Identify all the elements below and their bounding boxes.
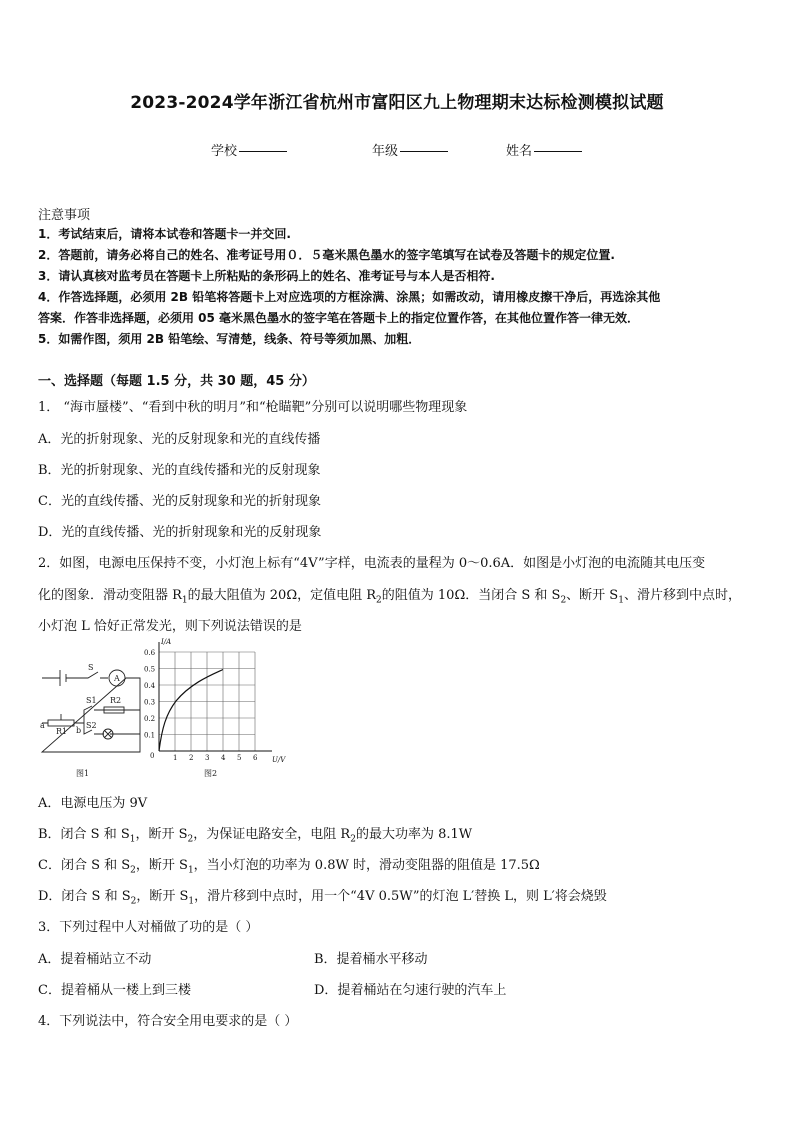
question-2-figure xyxy=(36,636,286,782)
y-axis-label: I/A xyxy=(161,638,172,646)
x-tick: 3 xyxy=(205,754,210,762)
q1-option-d: D．光的直线传播、光的折射现象和光的反射现象 xyxy=(38,525,322,540)
question-4-stem: 4．下列说法中，符合安全用电要求的是（ ） xyxy=(38,1014,298,1029)
note-item: 1．考试结束后，请将本试卷和答题卡一并交回. xyxy=(38,227,291,241)
label-s: S xyxy=(88,663,94,672)
page-title: 2023-2024学年浙江省杭州市富阳区九上物理期末达标检测模拟试题 xyxy=(130,93,664,113)
q3-option-d: D．提着桶站在匀速行驶的汽车上 xyxy=(314,983,507,998)
q1-option-b: B．光的折射现象、光的直线传播和光的反射现象 xyxy=(38,463,321,478)
figure-1-label: 图1 xyxy=(76,769,90,778)
label-b-end: b xyxy=(76,726,82,735)
y-tick: 0.6 xyxy=(144,649,156,657)
x-tick: 4 xyxy=(221,754,226,762)
school-blank xyxy=(239,151,287,152)
y-tick: 0.2 xyxy=(144,715,156,723)
figure-2-label: 图2 xyxy=(204,769,218,778)
label-r1: R1 xyxy=(56,727,68,736)
q2-option-b: B．闭合 S 和 $S_1$，断开 $S_2$，为保证电路安全，电阻 $R_2$的最大功率为 8.1W xyxy=(38,827,473,845)
x-axis-label: U/V xyxy=(272,756,286,764)
label-s2: S2 xyxy=(86,721,97,730)
label-ammeter: A xyxy=(114,674,120,683)
label-s1: S1 xyxy=(86,696,97,705)
x-tick: 1 xyxy=(173,754,178,762)
circuit-diagram xyxy=(42,670,140,752)
x-tick: 6 xyxy=(253,754,258,762)
notes-heading: 注意事项 xyxy=(38,208,91,223)
y-tick: 0.4 xyxy=(144,682,156,690)
label-a-end: a xyxy=(40,721,45,730)
question-2-line-3: 小灯泡 L 恰好正常发光，则下列说法错误的是 xyxy=(38,619,302,634)
question-1-stem: 1． “海市蜃楼”、“看到中秋的明月”和“枪瞄靶”分别可以说明哪些物理现象 xyxy=(38,400,468,415)
q1-option-a: A．光的折射现象、光的反射现象和光的直线传播 xyxy=(38,432,321,447)
q3-option-a: A．提着桶站立不动 xyxy=(38,952,152,967)
name-field xyxy=(506,140,582,159)
name-blank xyxy=(534,151,582,152)
q2-option-d: D．闭合 S 和 $S_2$，断开 $S_1$，滑片移到中点时，用一个“4V 0.5W”的灯泡 L′替换 L，则 L′将会烧毁 xyxy=(38,889,607,907)
y-tick: 0.5 xyxy=(144,665,156,674)
note-item: 5．如需作图，须用 2B 铅笔绘、写清楚，线条、符号等须加黑、加粗． xyxy=(38,332,421,346)
grade-blank xyxy=(400,151,448,152)
label-r2: R2 xyxy=(110,696,122,705)
note-item: 答案．作答非选择题，必须用 05 毫米黑色墨水的签字笔在答题卡上的指定位置作答，在其他位置作答一律无效． xyxy=(38,311,640,325)
section-heading: 一、选择题（每题 1.5 分，共 30 题，45 分） xyxy=(38,374,315,389)
school-field xyxy=(211,140,287,159)
note-item: 2．答题前，请务必将自己的姓名、准考证号用０．５毫米黑色墨水的签字笔填写在试卷及答题卡的规定位置. xyxy=(38,248,615,262)
note-item: 3．请认真核对监考员在答题卡上所粘贴的条形码上的姓名、准考证号与本人是否相符. xyxy=(38,269,495,283)
school-label: 学校 xyxy=(211,144,238,159)
name-label: 姓名 xyxy=(506,144,533,159)
iu-graph xyxy=(144,638,286,764)
question-2-line-1: 2．如图，电源电压保持不变，小灯泡上标有“4V”字样，电流表的量程为 0～0.6A．如图是小灯泡的电流随其电压变 xyxy=(38,556,706,571)
y-tick: 0 xyxy=(150,752,155,760)
grade-label: 年级 xyxy=(372,144,399,159)
note-item: 4．作答选择题，必须用 2B 铅笔将答题卡上对应选项的方框涂满、涂黑；如需改动，请用橡皮擦干净后，再选涂其他 xyxy=(38,290,661,304)
q1-option-c: C．光的直线传播、光的反射现象和光的折射现象 xyxy=(38,494,321,509)
q3-option-b: B．提着桶水平移动 xyxy=(314,952,428,967)
q2-option-a: A．电源电压为 9V xyxy=(38,796,148,811)
q3-option-c: C．提着桶从一楼上到三楼 xyxy=(38,983,191,998)
q2-option-c: C．闭合 S 和 $S_2$，断开 $S_1$，当小灯泡的功率为 0.8W 时，滑动变阻器的阻值是 17.5Ω xyxy=(38,858,540,876)
x-tick: 2 xyxy=(189,754,194,762)
grade-field xyxy=(372,140,448,159)
x-tick: 5 xyxy=(237,754,242,762)
y-tick: 0.1 xyxy=(144,731,156,740)
y-tick: 0.3 xyxy=(144,698,156,707)
question-2-line-2: 化的图象．滑动变阻器 $R_1$的最大阻值为 20Ω，定值电阻 $R_2$的阻值为 10Ω．当闭合 S 和 $S_2$、断开 $S_1$、滑片移到中点时， xyxy=(38,588,741,606)
question-3-stem: 3．下列过程中人对桶做了功的是（ ） xyxy=(38,920,259,935)
